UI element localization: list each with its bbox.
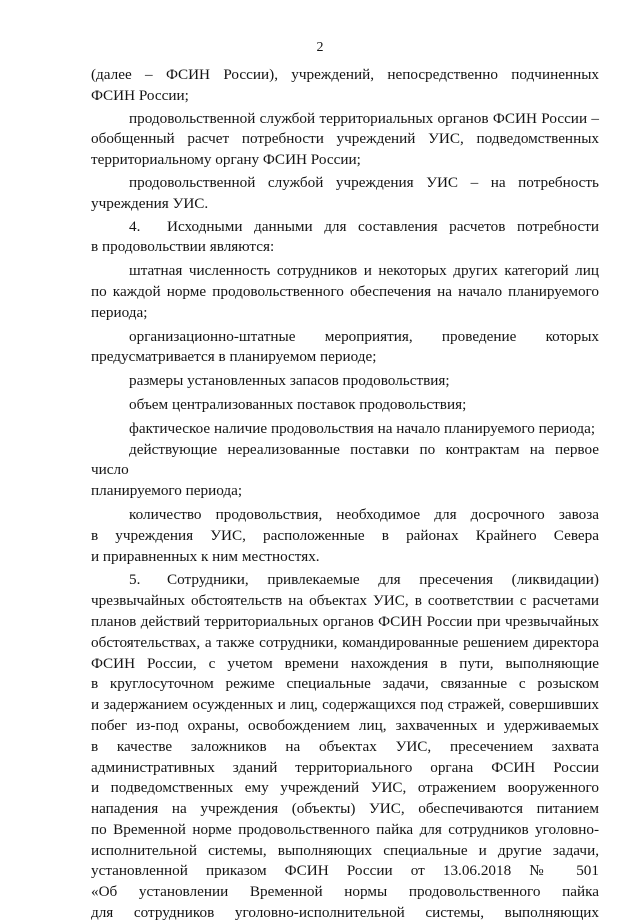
text-line: штатная численность сотрудников и некоторых других категорий лиц — [129, 262, 599, 280]
text-line: планов действий территориальных органов ФСИН России при чрезвычайных — [91, 612, 599, 630]
text-line: и подведомственных ему учреждений УИС, отражением вооруженного — [91, 779, 599, 797]
text-line: предусматривается в планируемом периоде; — [91, 348, 377, 366]
text-line: количество продовольствия, необходимое для досрочного завоза — [129, 505, 599, 523]
text-line: и приравненных к ним местностях. — [91, 547, 320, 565]
text-line: в качестве заложников на объектах УИС, пресечением захвата — [91, 737, 599, 755]
paragraph-5 — [91, 261, 599, 323]
text-line: для сотрудников уголовно-исполнительной системы, выполняющих — [91, 904, 599, 922]
paragraph-8 — [91, 395, 599, 416]
text-line: в круглосуточном режиме специальные задачи, связанные с розыском — [91, 675, 599, 693]
text-fragment: Исходными данными для составления расчетов потребности — [167, 217, 599, 235]
paragraph-12 — [91, 570, 599, 924]
text-line: нападения на учреждения (объекты) УИС, обеспечиваются питанием — [91, 800, 599, 818]
text-line: (далее – ФСИН России), учреждений, непосредственно подчиненных — [91, 66, 599, 83]
text-line: учреждения УИС. — [91, 194, 209, 212]
text-line: фактическое наличие продовольствия на начало планируемого периода; — [129, 419, 596, 437]
text-line: ФСИН России; — [91, 86, 189, 104]
text-line: и задержанием осужденных и лиц, содержащихся под стражей, совершивших — [91, 696, 599, 714]
item-number: 4. — [129, 217, 141, 235]
text-line: обобщенный расчет потребности учреждений УИС, подведомственных — [91, 130, 599, 148]
text-line: в продовольствии являются: — [91, 238, 275, 256]
text-line: исполнительной системы, выполняющих специальные и другие задачи, — [91, 841, 599, 859]
text-line: по каждой норме продовольственного обеспечения на начало планируемого — [91, 282, 599, 300]
text-line: побег из-под охраны, освобождением лиц, захваченных и удерживаемых — [91, 716, 599, 734]
text-line: чрезвычайных обстоятельств на объектах УИС, в соответствии с расчетами — [91, 592, 599, 610]
paragraph-11 — [91, 505, 599, 567]
paragraph-6 — [91, 327, 599, 369]
text-line: планируемого периода; — [91, 482, 243, 500]
text-line: обстоятельствах, а также сотрудники, командированные решением директора — [91, 633, 599, 651]
paragraph-2 — [91, 109, 599, 171]
document-body — [91, 65, 599, 924]
text-line: территориальному органу ФСИН России; — [91, 151, 361, 169]
paragraph-1 — [91, 65, 599, 107]
text-line: объем централизованных поставок продовольствия; — [129, 395, 467, 413]
text-line: по Временной норме продовольственного пайка для сотрудников уголовно- — [91, 820, 599, 838]
paragraph-7 — [91, 371, 599, 392]
text-line: действующие нереализованные поставки по контрактам на первое число — [91, 440, 599, 479]
page-number: 2 — [316, 40, 324, 55]
text-line: продовольственной службой учреждения УИС – на потребность — [129, 173, 599, 191]
text-line — [91, 217, 599, 238]
text-line: ФСИН России, с учетом времени нахождения в пути, выполняющие — [91, 654, 599, 672]
text-line: установленной приказом ФСИН России от 13.06.2018 № 501 — [91, 862, 599, 880]
text-line: периода; — [91, 303, 148, 321]
text-line: размеры установленных запасов продовольствия; — [129, 372, 450, 390]
paragraph-4 — [91, 217, 599, 259]
text-line — [91, 570, 599, 591]
text-fragment: Сотрудники, привлекаемые для пресечения (ликвидации) — [167, 571, 599, 589]
text-line: «Об установлении Временной нормы продовольственного пайка — [91, 883, 599, 901]
paragraph-9 — [91, 419, 599, 440]
text-line: в учреждения УИС, расположенные в районах Крайнего Севера — [91, 526, 599, 544]
text-line: продовольственной службой территориальных органов ФСИН России – — [129, 109, 599, 127]
text-line: административных зданий территориального органа ФСИН России — [91, 758, 599, 776]
text-line: организационно-штатные мероприятия, проведение которых — [129, 327, 599, 345]
paragraph-10 — [91, 440, 599, 502]
paragraph-3 — [91, 173, 599, 215]
item-number: 5. — [129, 571, 141, 589]
